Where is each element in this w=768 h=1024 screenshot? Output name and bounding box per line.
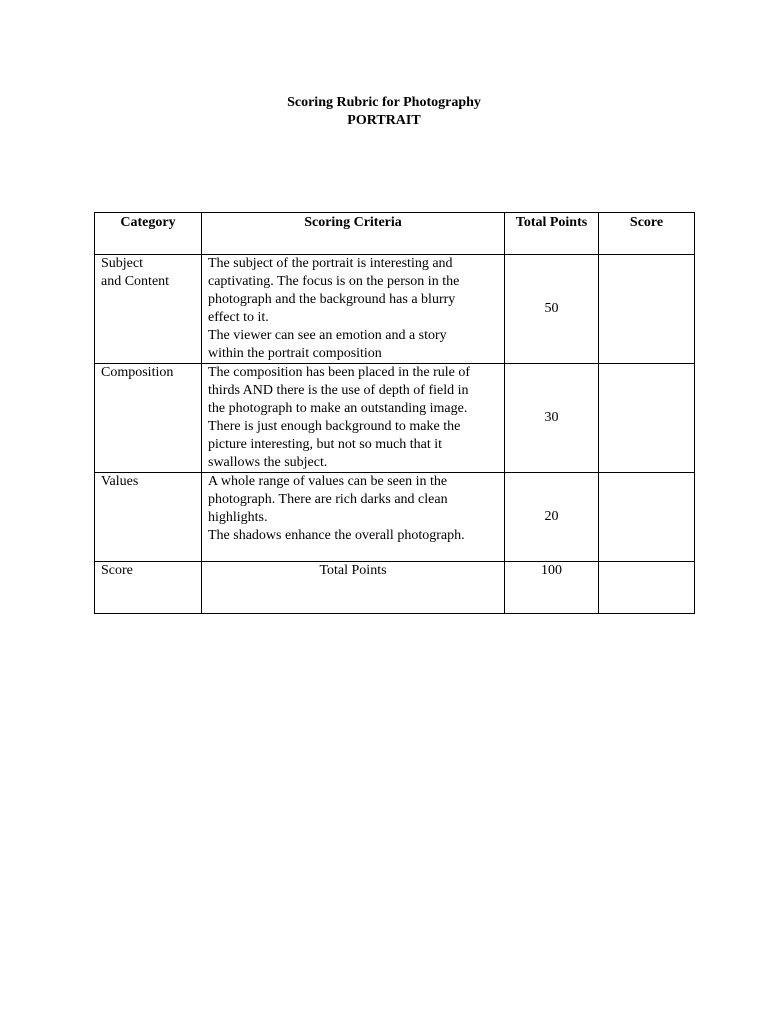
footer-score-label: Score xyxy=(95,562,202,614)
criteria-line: picture interesting, but not so much that it xyxy=(208,437,443,452)
table-row xyxy=(95,473,695,562)
criteria-line: There is just enough background to make the xyxy=(208,419,461,434)
criteria-line: swallows the subject. xyxy=(208,455,328,470)
header-score: Score xyxy=(599,213,695,255)
criteria-cell xyxy=(202,364,505,473)
table-header-row xyxy=(95,213,695,255)
category-cell xyxy=(95,473,202,562)
criteria-line: captivating. The focus is on the person in the xyxy=(208,274,460,289)
criteria-cell xyxy=(202,255,505,364)
points-cell: 20 xyxy=(505,473,599,562)
criteria-line: the photograph to make an outstanding image. xyxy=(208,401,468,416)
criteria-line: effect to it. xyxy=(208,310,269,325)
criteria-cell xyxy=(202,473,505,562)
criteria-line: photograph. There are rich darks and clean xyxy=(208,492,448,507)
category-label: Composition xyxy=(101,365,174,380)
category-cell xyxy=(95,255,202,364)
criteria-line: The subject of the portrait is interesting and xyxy=(208,256,453,271)
rubric-table xyxy=(94,212,695,614)
footer-total-label: Total Points xyxy=(202,562,505,614)
category-label: Values xyxy=(101,474,139,489)
document-subtitle: PORTRAIT xyxy=(347,113,421,128)
category-label: and Content xyxy=(101,274,170,289)
criteria-line: within the portrait composition xyxy=(208,346,382,361)
criteria-line: highlights. xyxy=(208,510,268,525)
criteria-line: thirds AND there is the use of depth of field in xyxy=(208,383,469,398)
header-total-points: Total Points xyxy=(505,213,599,255)
score-cell[interactable] xyxy=(599,473,695,562)
header-category: Category xyxy=(95,213,202,255)
footer-total-points: 100 xyxy=(505,562,599,614)
table-row xyxy=(95,364,695,473)
category-label: Subject xyxy=(101,256,143,271)
document-header xyxy=(0,94,768,130)
table-footer-row xyxy=(95,562,695,614)
score-cell[interactable] xyxy=(599,364,695,473)
category-cell xyxy=(95,364,202,473)
points-cell: 50 xyxy=(505,255,599,364)
table-row xyxy=(95,255,695,364)
criteria-line: photograph and the background has a blurry xyxy=(208,292,456,307)
criteria-line: A whole range of values can be seen in the xyxy=(208,474,448,489)
criteria-line: The viewer can see an emotion and a story xyxy=(208,328,447,343)
criteria-line: The composition has been placed in the rule of xyxy=(208,365,471,380)
criteria-line: The shadows enhance the overall photograph. xyxy=(208,528,465,543)
header-criteria: Scoring Criteria xyxy=(202,213,505,255)
document-title: Scoring Rubric for Photography xyxy=(287,95,481,110)
points-cell: 30 xyxy=(505,364,599,473)
footer-score-cell[interactable] xyxy=(599,562,695,614)
score-cell[interactable] xyxy=(599,255,695,364)
